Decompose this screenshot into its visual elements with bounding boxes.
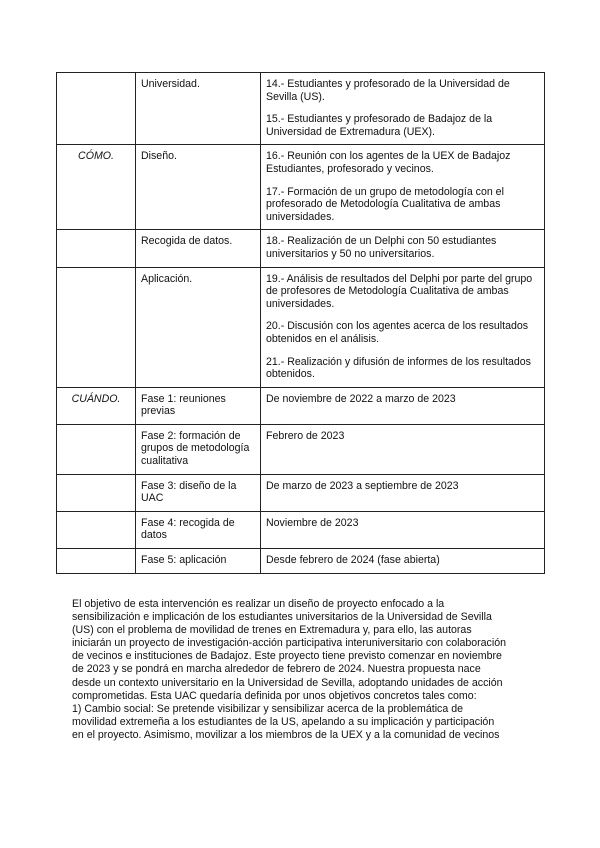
section-cell bbox=[57, 73, 136, 145]
table-row bbox=[57, 387, 545, 424]
item-cell: Fase 4: recogida de datos bbox=[136, 511, 261, 548]
body-line: desde un contexto universitario en la Universidad de Sevilla, adoptando unidades de acción bbox=[72, 676, 503, 689]
section-cell: CUÁNDO. bbox=[57, 387, 136, 424]
section-cell bbox=[57, 424, 136, 474]
body-line: comprometidas. Esta UAC quedaría definida por unos objetivos concretos tales como: bbox=[72, 689, 477, 702]
body-line: 1) Cambio social: Se pretende visibilizar y sensibilizar acerca de la problemática de bbox=[72, 702, 463, 715]
table-row bbox=[57, 267, 545, 387]
item-cell: Universidad. bbox=[136, 73, 261, 145]
table-row bbox=[57, 73, 545, 145]
body-line: sensibilización e implicación de los estudiantes universitarios de la Universidad de Sevilla bbox=[72, 611, 492, 624]
section-cell bbox=[57, 549, 136, 574]
item-cell: Fase 1: reuniones previas bbox=[136, 387, 261, 424]
detail-text: De marzo de 2023 a septiembre de 2023 bbox=[266, 479, 459, 492]
detail-text: Febrero de 2023 bbox=[266, 429, 345, 442]
detail-text: 14.- Estudiantes y profesorado de la Universidad de Sevilla (US). bbox=[266, 78, 510, 103]
plan-table bbox=[56, 72, 545, 574]
body-line: (US) con el problema de movilidad de trenes en Extremadura y, para ello, las autoras bbox=[72, 624, 472, 637]
details-cell bbox=[261, 549, 545, 574]
table-row bbox=[57, 145, 545, 230]
details-cell bbox=[261, 511, 545, 548]
table-row bbox=[57, 549, 545, 574]
detail-text: Desde febrero de 2024 (fase abierta) bbox=[266, 554, 440, 567]
section-cell bbox=[57, 230, 136, 267]
body-line: de vecinos e instituciones de Badajoz. Este proyecto tiene previsto comenzar en noviembre bbox=[72, 650, 502, 663]
detail-text: 17.- Formación de un grupo de metodología con el profesorado de Metodología Cualitativa de ambas universidades. bbox=[266, 185, 504, 223]
detail-text: 15.- Estudiantes y profesorado de Badajoz de la Universidad de Extremadura (UEX). bbox=[266, 113, 493, 138]
body-line: movilidad extremeña a los estudiantes de la US, apelando a su implicación y participación bbox=[72, 715, 495, 728]
details-cell bbox=[261, 267, 545, 387]
body-line: iniciarán un proyecto de investigación-acción participativa interuniversitario con colaboración bbox=[72, 637, 506, 650]
item-cell: Fase 2: formación de grupos de metodología cualitativa bbox=[136, 424, 261, 474]
table-row bbox=[57, 474, 545, 511]
section-cell bbox=[57, 267, 136, 387]
table-row bbox=[57, 511, 545, 548]
detail-text: 16.- Reunión con los agentes de la UEX de Badajoz Estudiantes, profesorado y vecinos. bbox=[266, 150, 511, 175]
item-cell: Fase 5: aplicación bbox=[136, 549, 261, 574]
table-row bbox=[57, 424, 545, 474]
details-cell bbox=[261, 73, 545, 145]
body-line: de 2023 y se pondrá en marcha alrededor de febrero de 2024. Nuestra propuesta nace bbox=[72, 663, 481, 676]
item-cell: Diseño. bbox=[136, 145, 261, 230]
item-cell: Aplicación. bbox=[136, 267, 261, 387]
details-cell bbox=[261, 230, 545, 267]
details-cell bbox=[261, 474, 545, 511]
details-cell bbox=[261, 424, 545, 474]
section-cell bbox=[57, 511, 136, 548]
body-line: en el proyecto. Asimismo, movilizar a los miembros de la UEX y a la comunidad de vecinos bbox=[72, 728, 500, 741]
details-cell bbox=[261, 387, 545, 424]
table-row bbox=[57, 230, 545, 267]
detail-text: 20.- Discusión con los agentes acerca de los resultados obtenidos en el análisis. bbox=[266, 320, 529, 345]
section-cell bbox=[57, 474, 136, 511]
detail-text: 21.- Realización y difusión de informes de los resultados obtenidos. bbox=[266, 355, 531, 381]
details-cell bbox=[261, 145, 545, 230]
plan-table-body bbox=[57, 73, 545, 574]
body-line: El objetivo de esta intervención es realizar un diseño de proyecto enfocado a la bbox=[72, 598, 445, 610]
section-cell: CÓMO. bbox=[57, 145, 136, 230]
item-cell: Recogida de datos. bbox=[136, 230, 261, 267]
detail-text: De noviembre de 2022 a marzo de 2023 bbox=[266, 392, 456, 405]
detail-text: 19.- Análisis de resultados del Delphi por parte del grupo de profesores de Metodología Cualitativa de ambas universidades. bbox=[266, 272, 533, 310]
body-paragraph bbox=[72, 598, 532, 742]
item-cell: Fase 3: diseño de la UAC bbox=[136, 474, 261, 511]
detail-text: Noviembre de 2023 bbox=[266, 516, 359, 529]
detail-text: 18.- Realización de un Delphi con 50 estudiantes universitarios y 50 no universitarios. bbox=[266, 235, 497, 260]
